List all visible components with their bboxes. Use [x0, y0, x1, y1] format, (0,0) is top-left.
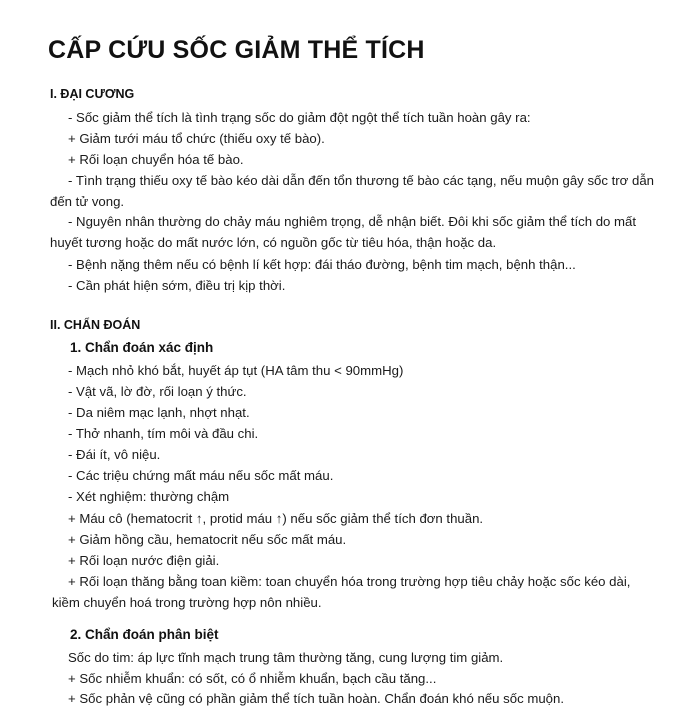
paragraph-line: - Mạch nhỏ khó bắt, huyết áp tụt (HA tâm thu < 90mmHg) [68, 363, 404, 378]
subheading-chan-doan-xac-dinh: 1. Chẩn đoán xác định [70, 340, 214, 355]
paragraph-line: + Rối loạn thăng bằng toan kiềm: toan chuyển hóa trong trường hợp tiêu chảy hoặc sốc kéo dài, [68, 574, 631, 589]
paragraph-line: + Rối loạn nước điện giải. [68, 553, 220, 568]
paragraph-line: + Giảm hồng cầu, hematocrit nếu sốc mất máu. [68, 532, 347, 547]
paragraph-line: - Xét nghiệm: thường chậm [68, 489, 230, 504]
paragraph-line: - Đái ít, vô niệu. [68, 447, 161, 462]
paragraph-line: - Các triệu chứng mất máu nếu sốc mất máu. [68, 468, 334, 483]
paragraph-line: đến tử vong. [50, 194, 125, 209]
paragraph-line: - Cần phát hiện sớm, điều trị kịp thời. [68, 278, 286, 293]
paragraph-line: - Nguyên nhân thường do chảy máu nghiêm trọng, dễ nhận biết. Đôi khi sốc giảm thể tích do mất [68, 214, 637, 229]
paragraph-line: + Sốc phản vệ cũng có phần giảm thể tích tuần hoàn. Chẩn đoán khó nếu sốc muộn. [68, 691, 564, 706]
paragraph-line: + Máu cô (hematocrit ↑, protid máu ↑) nếu sốc giảm thể tích đơn thuần. [68, 511, 484, 526]
paragraph-line: - Bệnh nặng thêm nếu có bệnh lí kết hợp: đái tháo đường, bệnh tim mạch, bệnh thận... [68, 257, 576, 272]
paragraph-line: - Tình trạng thiếu oxy tế bào kéo dài dẫn đến tổn thương tế bào các tạng, nếu muộn gây sốc trơ dẫn [68, 173, 654, 188]
paragraph-line: - Thở nhanh, tím môi và đầu chi. [68, 426, 259, 441]
paragraph-line: kiềm chuyển hoá trong trường hợp nôn nhiều. [52, 595, 322, 610]
paragraph-line: + Rối loạn chuyển hóa tế bào. [68, 152, 244, 167]
paragraph-line: + Sốc nhiễm khuẩn: có sốt, có ổ nhiễm khuẩn, bạch cầu tăng... [68, 671, 437, 686]
paragraph-line: - Vật vã, lờ đờ, rối loạn ý thức. [68, 384, 247, 399]
paragraph-line: - Sốc giảm thể tích là tình trạng sốc do giảm đột ngột thể tích tuần hoàn gây ra: [68, 110, 531, 125]
section-heading-chan-doan: II. CHẨN ĐOÁN [50, 318, 141, 332]
subheading-chan-doan-phan-biet: 2. Chẩn đoán phân biệt [70, 627, 219, 642]
document-title: CẤP CỨU SỐC GIẢM THỂ TÍCH [48, 36, 425, 64]
paragraph-line: + Giảm tưới máu tổ chức (thiếu oxy tế bào). [68, 131, 325, 146]
paragraph-line: Sốc do tim: áp lực tĩnh mạch trung tâm thường tăng, cung lượng tim giảm. [68, 650, 504, 665]
paragraph-line: - Da niêm mạc lạnh, nhợt nhạt. [68, 405, 250, 420]
section-heading-dai-cuong: I. ĐẠI CƯƠNG [50, 87, 135, 101]
paragraph-line: huyết tương hoặc do mất nước lớn, có nguồn gốc từ tiêu hóa, thận hoặc da. [50, 235, 497, 250]
